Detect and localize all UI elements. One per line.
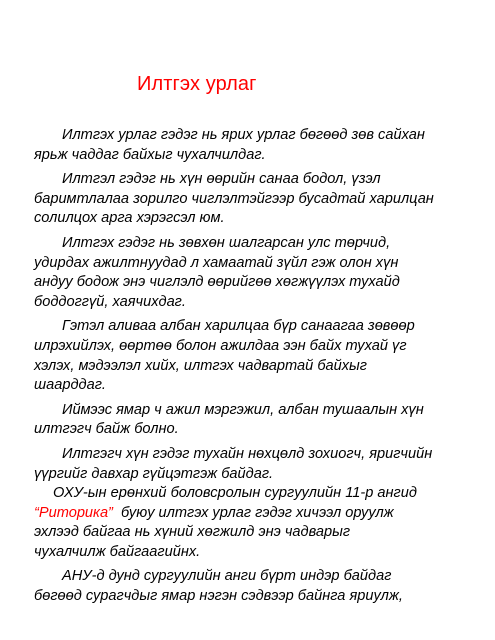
- paragraph-line-with-highlight: [34, 504, 484, 524]
- paragraph-6: [34, 445, 484, 484]
- paragraph-7: [34, 484, 484, 562]
- highlighted-term: “Риторика”: [34, 504, 113, 521]
- paragraph-3: [34, 234, 484, 312]
- document-body: [34, 126, 484, 612]
- paragraph-line: илтгэгч байж болно.: [34, 421, 179, 438]
- paragraph-1: [34, 126, 484, 165]
- paragraph-line: андуу бодож энэ чиглэлд өөрийгөө хөгжүүлэх тухайд: [34, 274, 400, 291]
- paragraph-line: баримтлалаа зорилго чиглэлтэйгээр бусадтай харилцан: [34, 190, 434, 207]
- paragraph-line: ОХУ-ын ерөнхий боловсролын сургуулийн 11-р ангид: [53, 485, 417, 502]
- paragraph-line: ярьж чаддаг байхыг чухалчилдаг.: [34, 146, 266, 163]
- paragraph-line: эхлээд байгаа нь хүний хөгжилд энэ чадварыг: [34, 524, 351, 541]
- paragraph-line: илрэхийлэх, өөртөө болон ажилдаа ээн байх тухай үг: [34, 337, 407, 354]
- paragraph-line-rest: буюу илтгэх урлаг гэдэг хичээл оруулж: [112, 504, 394, 521]
- paragraph-line: Илтгэл гэдэг нь хүн өөрийн санаа бодол, үзэл: [62, 171, 381, 188]
- paragraph-4: [34, 317, 484, 395]
- document-title: Илтгэх урлаг: [137, 73, 257, 95]
- paragraph-8: [34, 567, 484, 606]
- paragraph-line: Иймээс ямар ч ажил мэргэжил, албан тушаалын хүн: [62, 401, 424, 418]
- paragraph-line: шаарддаг.: [34, 377, 106, 394]
- paragraph-line: Илтгэгч хүн гэдэг тухайн нөхцөлд зохиогч, яригчийн: [62, 445, 433, 462]
- paragraph-line: солилцох арга хэрэгсэл юм.: [34, 210, 225, 227]
- paragraph-line: удирдах ажилтнуудад л хамаатай зүйл гэж олон хүн: [34, 254, 399, 271]
- paragraph-line: хэлэх, мэдээлэл хийх, илтгэх чадвартай байхыг: [34, 357, 367, 374]
- paragraph-line: Илтгэх гэдэг нь зөвхөн шалгарсан улс төрчид,: [62, 234, 391, 251]
- paragraph-5: [34, 401, 484, 440]
- paragraph-line: бөгөөд сурагчдыг ямар нэгэн сэдвээр байнга яриулж,: [34, 588, 403, 605]
- paragraph-2: [34, 170, 484, 229]
- paragraph-line: Илтгэх урлаг гэдэг нь ярих урлаг бөгөөд зөв сайхан: [62, 127, 425, 143]
- paragraph-line: боддоггүй, хаячихдаг.: [34, 293, 186, 310]
- paragraph-line: АНУ-д дунд сургуулийн анги бүрт индэр байдаг: [62, 568, 392, 585]
- paragraph-line: Гэтэл аливаа албан харилцаа бүр санаагаа зөвөөр: [62, 318, 415, 335]
- paragraph-line: чухалчилж байгаагийнх.: [34, 543, 201, 560]
- paragraph-line: үүргийг давхар гүйцэтгэж байдаг.: [34, 465, 274, 482]
